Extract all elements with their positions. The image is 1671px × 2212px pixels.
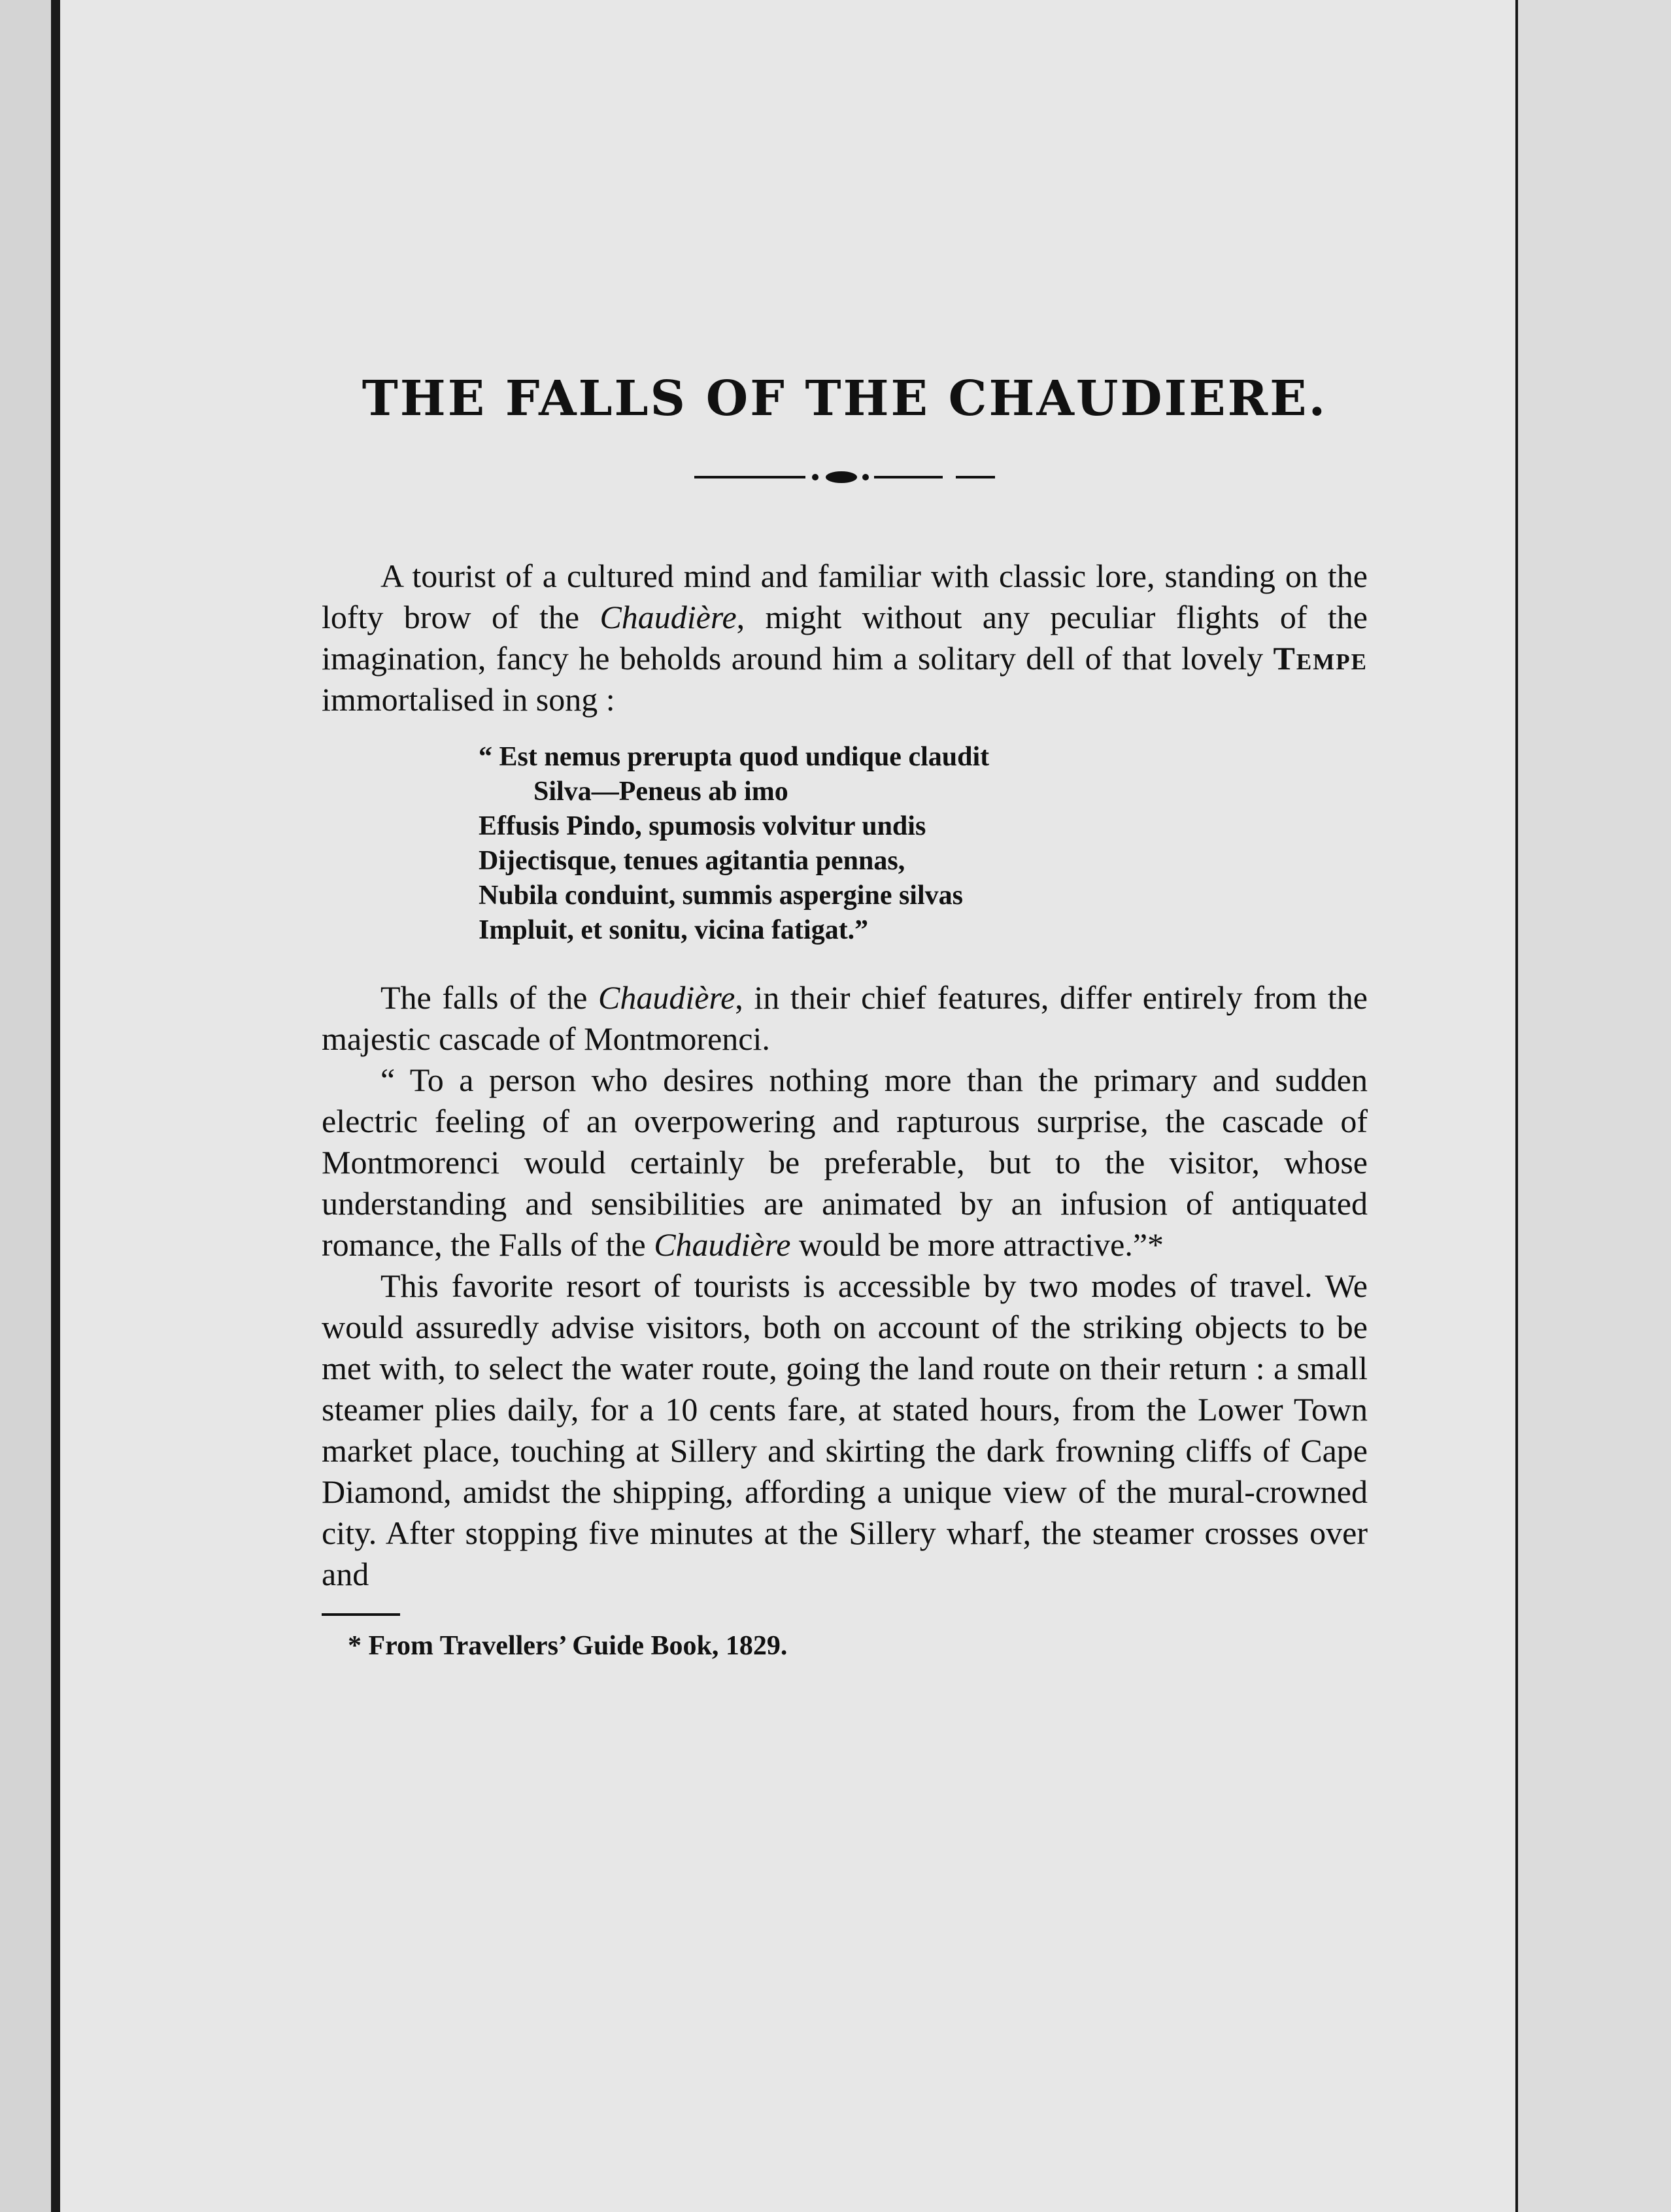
intro-text-1: A tourist of a cultured mind and familiar with classic lore, standing on the lofty brow of the	[322, 558, 1368, 635]
features-text-2: , in their chief features, differ entirely from the majestic cascade of Montmorenci.	[322, 979, 1368, 1057]
intro-text-3: immortalised in song :	[322, 681, 615, 718]
paragraph-falls-features	[322, 977, 1368, 1060]
verse-line: Dijectisque, tenues agitantia pennas,	[479, 846, 905, 876]
binding-edge	[51, 0, 60, 2212]
paragraph-quotation	[322, 1060, 1368, 1265]
features-text-1: The falls of the	[380, 979, 599, 1016]
latin-verse-quote	[479, 740, 1368, 948]
quotation-text-1: “ To a person who desires nothing more than the primary and sudden electric feeling of an overpowering and rapturous surprise, the cascade of Montmorenci would certainly be preferable, but to the visitor, whose understanding and sensibilities are animated by an infusion of antiquated romance, the Falls of the	[322, 1062, 1368, 1263]
footnote-rule	[322, 1613, 400, 1616]
intro-italic-chaudiere: Chaudière	[599, 599, 737, 635]
page-content	[322, 366, 1368, 1662]
verse-line: Impluit, et sonitu, vicina fatigat.”	[479, 915, 869, 945]
intro-text-2: , might without any peculiar flights of the imagination, fancy he beholds around him a solitary dell of that lovely	[322, 599, 1368, 677]
features-italic-chaudiere: Chaudière	[598, 979, 735, 1016]
decorative-divider-ornament	[694, 464, 995, 490]
verse-line: “ Est nemus prerupta quod undique claudit	[479, 742, 990, 772]
footnote: * From Travellers’ Guide Book, 1829.	[348, 1631, 788, 1661]
paragraph-intro	[322, 556, 1368, 720]
verse-line: Nubila conduint, summis aspergine silvas	[479, 880, 963, 911]
quotation-text-2: would be more attractive.”*	[790, 1226, 1164, 1263]
intro-tempe: Tempe	[1273, 640, 1368, 677]
verse-line: Silva—Peneus ab imo	[479, 777, 788, 807]
facing-page-strip	[1518, 0, 1671, 2212]
verse-line: Effusis Pindo, spumosis volvitur undis	[479, 811, 926, 841]
paragraph-travel-routes: This favorite resort of tourists is accessible by two modes of travel. We would assuredly advise visitors, both on account of the striking objects to be met with, to select the water route, going the land route on their return : a small steamer plies daily, for a 10 cents fare, at stated hours, from the Lower Town market place, touching at Sillery and skirting the dark frowning cliffs of Cape Diamond, amidst the shipping, affording a unique view of the mural-crowned city. After stopping five minutes at the Sillery wharf, the steamer crosses over and	[322, 1267, 1368, 1592]
quotation-italic-chaudiere: Chaudière	[654, 1226, 791, 1263]
book-page	[60, 0, 1518, 2212]
page-title: THE FALLS OF THE CHAUDIERE.	[362, 371, 1328, 427]
